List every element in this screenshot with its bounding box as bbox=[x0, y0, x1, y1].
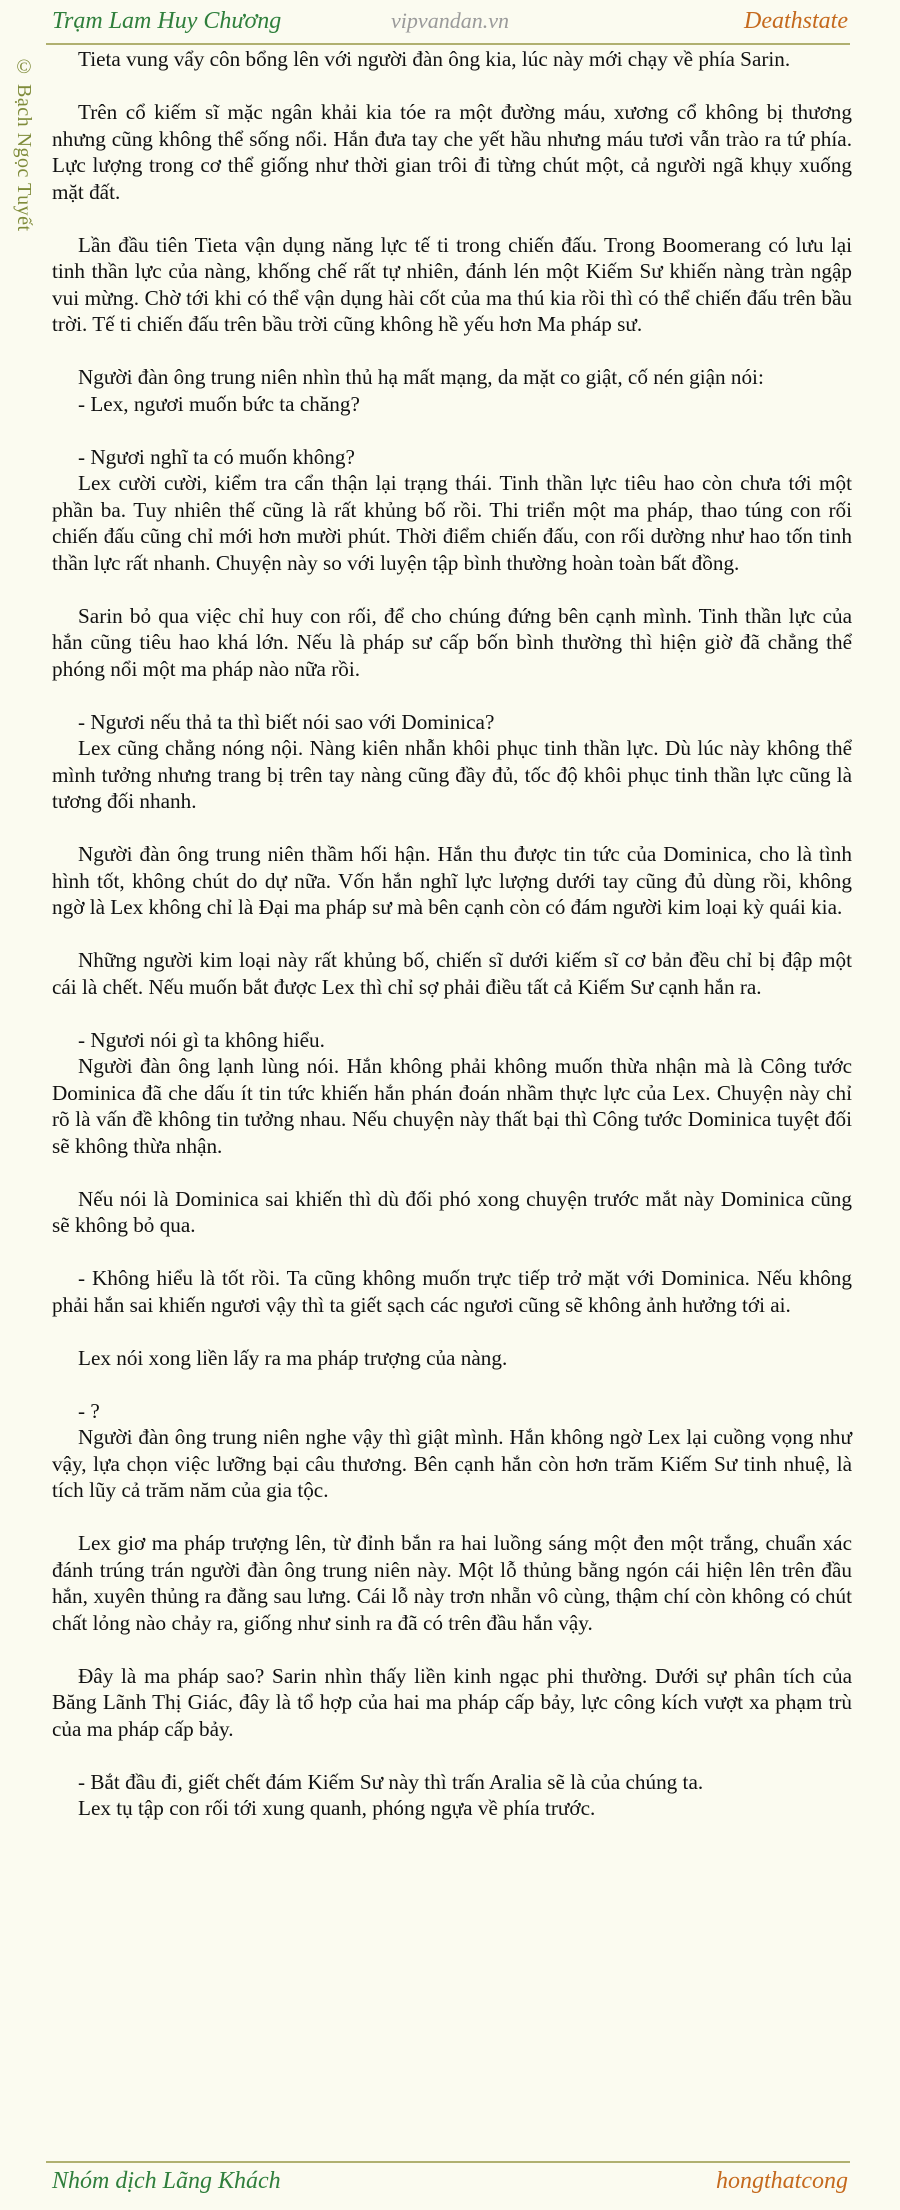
paragraph: Lex cũng chẳng nóng nội. Nàng kiên nhẫn khôi phục tinh thần lực. Dù lúc này không thể mình tưởng nhưng trang bị trên tay nàng cũng đầy đủ, tốc độ khôi phục tinh thần lực cũng là tương đối nhanh. bbox=[52, 736, 852, 813]
footer-translator-group: Nhóm dịch Lãng Khách bbox=[52, 2168, 281, 2194]
paragraph: - Ngươi nghĩ ta có muốn không? bbox=[78, 444, 355, 469]
paragraph: Tieta vung vẩy côn bổng lên với người đàn ông kia, lúc này mới chạy về phía Sarin. bbox=[78, 47, 791, 71]
paragraph: - Không hiểu là tốt rồi. Ta cũng không muốn trực tiếp trở mặt với Dominica. Nếu không phải hắn sai khiến ngươi vậy thì ta giết sạch các ngươi cũng sẽ không ảnh hưởng tới ai. bbox=[52, 1266, 852, 1317]
paragraph: Người đàn ông trung niên nhìn thủ hạ mất mạng, da mặt co giật, cố nén giận nói: bbox=[78, 365, 764, 389]
header-book-title: Deathstate bbox=[744, 8, 848, 34]
paragraph: Lex tụ tập con rối tới xung quanh, phóng ngựa về phía trước. bbox=[78, 1796, 596, 1820]
paragraph: Người đàn ông trung niên nghe vậy thì giật mình. Hắn không ngờ Lex lại cuồng vọng như vậy, lựa chọn việc lưỡng bại câu thương. Bên cạnh hắn còn hơn trăm Kiếm Sư tinh nhuệ, là tích lũy cả trăm năm của gia tộc. bbox=[52, 1425, 852, 1502]
paragraph: - Ngươi nếu thả ta thì biết nói sao với Dominica? bbox=[78, 709, 495, 734]
paragraph: Người đàn ông lạnh lùng nói. Hắn không phải không muốn thừa nhận mà là Công tước Dominica đã che dấu ít tin tức khiến hắn phán đoán nhầm thực lực của Lex. Chuyện này chỉ rõ là vấn đề không tin tưởng nhau. Nếu chuyện này thất bại thì Công tước Dominica tuyệt đối sẽ không thừa nhận. bbox=[52, 1054, 852, 1158]
header-url: vipvandan.vn bbox=[391, 8, 509, 33]
header-divider bbox=[46, 43, 850, 45]
header-site-name: Trạm Lam Huy Chương bbox=[52, 8, 282, 34]
paragraph: Người đàn ông trung niên thầm hối hận. Hắn thu được tin tức của Dominica, cho là tình hình tốt, không chút do dự nữa. Vốn hắn nghĩ lực lượng dưới tay cũng đủ dùng rồi, không ngờ là Lex không chỉ là Đại ma pháp sư mà bên cạnh còn có đám người kim loại kỳ quái kia. bbox=[52, 842, 852, 919]
paragraph: Lex giơ ma pháp trượng lên, từ đỉnh bắn ra hai luồng sáng một đen một trắng, chuẩn xác đánh trúng trán người đàn ông trung niên này. Một lỗ thủng bằng ngón cái hiện lên trên đầu hắn, xuyên thủng ra đằng sau lưng. Cái lỗ này trơn nhẵn vô cùng, thậm chí còn không có chút chất lỏng nào chảy ra, giống như sinh ra đã có trên đầu hắn vậy. bbox=[52, 1531, 852, 1635]
paragraph: - ? bbox=[78, 1398, 100, 1423]
chapter-body bbox=[52, 46, 852, 1822]
paragraph: Lex nói xong liền lấy ra ma pháp trượng của nàng. bbox=[78, 1345, 508, 1370]
paragraph: Sarin bỏ qua việc chỉ huy con rối, để cho chúng đứng bên cạnh mình. Tinh thần lực của hắn cũng tiêu hao khá lớn. Nếu là pháp sư cấp bốn bình thường thì hiện giờ đã chẳng thể phóng nổi một ma pháp nào nữa rồi. bbox=[52, 603, 852, 681]
paragraph: - Ngươi nói gì ta không hiểu. bbox=[78, 1027, 325, 1052]
paragraph: - Lex, ngươi muốn bức ta chăng? bbox=[78, 391, 360, 416]
paragraph: Lex cười cười, kiểm tra cẩn thận lại trạng thái. Tinh thần lực tiêu hao còn chưa tới một phần ba. Tuy nhiên thế cũng là rất khủng bố rồi. Thi triển một ma pháp, thao túng con rối chiến đấu cũng chỉ mới hơn mười phút. Thời điểm chiến đấu, con rối dường như hao tốn tinh thần lực rất nhanh. Chuyện này so với luyện tập bình thường hoàn toàn bất đồng. bbox=[52, 471, 852, 575]
side-copyright: © Bạch Ngọc Tuyết bbox=[13, 56, 35, 232]
paragraph: Đây là ma pháp sao? Sarin nhìn thấy liền kinh ngạc phi thường. Dưới sự phân tích của Băng Lãnh Thị Giác, đây là tổ hợp của hai ma pháp cấp bảy, lực công kích vượt xa phạm trù của ma pháp cấp bảy. bbox=[52, 1663, 852, 1741]
paragraph: - Bắt đầu đi, giết chết đám Kiếm Sư này thì trấn Aralia sẽ là của chúng ta. bbox=[78, 1769, 704, 1794]
paragraph: Lần đầu tiên Tieta vận dụng năng lực tế ti trong chiến đấu. Trong Boomerang có lưu lại tinh thần lực của nàng, khống chế rất tự nhiên, đánh lén một Kiếm Sư khiến nàng tràn ngập vui mừng. Chờ tới khi có thể vận dụng hài cốt của ma thú kia rồi thì có thể chiến đấu trên bầu trời. Tế ti chiến đấu trên bầu trời cũng không hề yếu hơn Ma pháp sư. bbox=[52, 232, 852, 336]
footer-divider bbox=[46, 2161, 850, 2163]
paragraph: Nếu nói là Dominica sai khiến thì dù đối phó xong chuyện trước mắt này Dominica cũng sẽ không bỏ qua. bbox=[52, 1186, 852, 1237]
footer-translator: hongthatcong bbox=[716, 2168, 848, 2194]
paragraph: Trên cổ kiếm sĩ mặc ngân khải kia tóe ra một đường máu, xương cổ không bị thương nhưng cũng không thể sống nổi. Hắn đưa tay che yết hầu nhưng máu tươi vẫn trào ra tứ phía. Lực lượng trong cơ thể giống như thời gian trôi đi từng chút một, cả người ngã khụy xuống mặt đất. bbox=[52, 100, 852, 204]
paragraph: Những người kim loại này rất khủng bố, chiến sĩ dưới kiếm sĩ cơ bản đều chỉ bị đập một cái là chết. Nếu muốn bắt được Lex thì chỉ sợ phải điều tất cả Kiếm Sư cạnh hắn ra. bbox=[52, 948, 852, 999]
page-header bbox=[0, 0, 900, 44]
